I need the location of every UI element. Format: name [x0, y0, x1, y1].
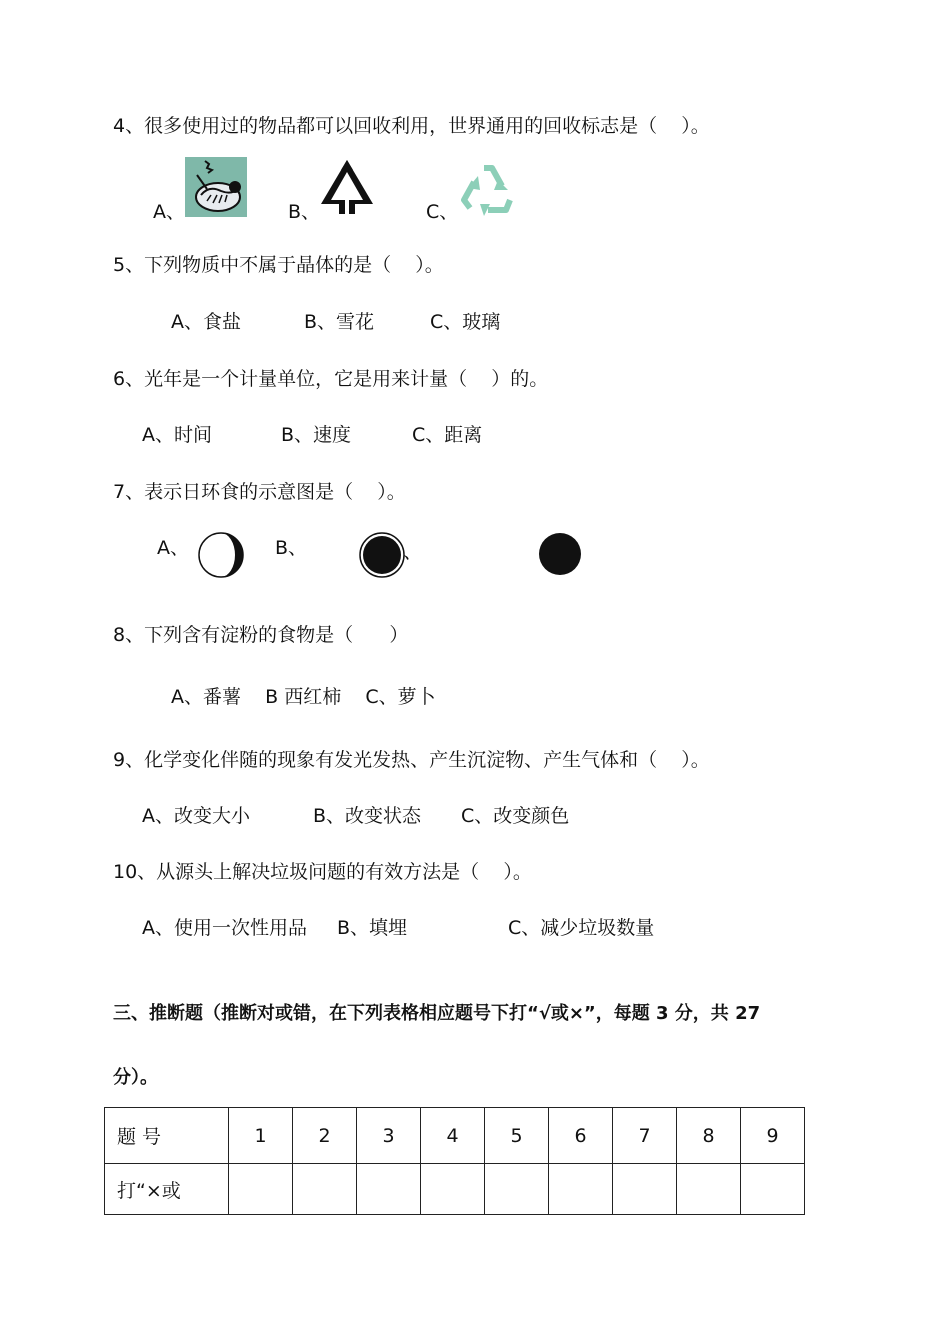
question-10-stem: 10、从源头上解决垃圾问题的有效方法是（ ）。: [113, 861, 532, 883]
question-4-option-b: B、: [288, 201, 321, 223]
table-number-6: 6: [549, 1108, 613, 1164]
question-4-option-a: A、: [153, 201, 185, 223]
question-4-option-c: C、: [426, 201, 459, 223]
table-row-answers: [105, 1164, 805, 1215]
question-10-option-a: A、使用一次性用品: [142, 917, 307, 939]
question-7-option-b: B、: [275, 537, 308, 559]
question-6-option-a: A、时间: [142, 424, 212, 446]
table-number-8: 8: [677, 1108, 741, 1164]
question-5-stem: 5、下列物质中不属于晶体的是（ ）。: [113, 254, 444, 276]
table-number-3: 3: [357, 1108, 421, 1164]
answer-cell-1[interactable]: [229, 1164, 293, 1215]
table-number-1: 1: [229, 1108, 293, 1164]
answer-cell-5[interactable]: [485, 1164, 549, 1215]
question-7-stem: 7、表示日环食的示意图是（ ）。: [113, 481, 406, 503]
question-4-stem: 4、很多使用过的物品都可以回收利用，世界通用的回收标志是（ ）。: [113, 115, 710, 137]
answer-cell-6[interactable]: [549, 1164, 613, 1215]
question-5-option-c: C、玻璃: [430, 311, 501, 333]
question-8-options: A、番薯 B 西红柿 C、萝卜: [171, 686, 436, 708]
question-5-option-a: A、食盐: [171, 311, 241, 333]
question-6-option-c: C、距离: [412, 424, 483, 446]
question-6-stem: 6、光年是一个计量单位，它是用来计量（ ）的。: [113, 368, 549, 390]
question-7-option-a: A、: [157, 537, 189, 559]
answer-cell-2[interactable]: [293, 1164, 357, 1215]
table-number-7: 7: [613, 1108, 677, 1164]
answer-cell-8[interactable]: [677, 1164, 741, 1215]
answer-cell-4[interactable]: [421, 1164, 485, 1215]
total-eclipse-icon: [538, 532, 582, 576]
question-9-option-c: C、改变颜色: [461, 805, 570, 827]
fish-skeleton-symbol-icon: [185, 157, 247, 217]
table-row1-label: 题 号: [105, 1108, 229, 1164]
answer-cell-9[interactable]: [741, 1164, 805, 1215]
question-10-option-b: B、填埋: [337, 917, 408, 939]
section-3-heading-line1: 三、推断题（推断对或错，在下列表格相应题号下打“√或×”，每题 3 分，共 27: [113, 1003, 761, 1024]
section-3-heading-line2: 分）。: [113, 1067, 158, 1088]
question-5-option-b: B、雪花: [304, 311, 375, 333]
question-6-option-b: B、速度: [281, 424, 352, 446]
annular-eclipse-icon: [358, 531, 406, 579]
question-7-option-b-tail: 、: [403, 541, 423, 563]
question-9-stem: 9、化学变化伴随的现象有发光发热、产生沉淀物、产生气体和（ ）。: [113, 749, 710, 771]
table-row2-label: 打“×或: [105, 1164, 229, 1215]
table-number-5: 5: [485, 1108, 549, 1164]
black-recycle-symbol-icon: [317, 156, 377, 218]
table-number-2: 2: [293, 1108, 357, 1164]
table-number-9: 9: [741, 1108, 805, 1164]
partial-eclipse-icon: [197, 531, 245, 579]
green-recycle-symbol-icon: [458, 160, 520, 218]
question-9-option-b: B、改变状态: [313, 805, 422, 827]
table-row-numbers: [105, 1108, 805, 1164]
table-number-4: 4: [421, 1108, 485, 1164]
question-9-option-a: A、改变大小: [142, 805, 250, 827]
answer-table: [104, 1107, 805, 1215]
question-8-stem: 8、下列含有淀粉的食物是（ ）: [113, 624, 409, 646]
answer-cell-7[interactable]: [613, 1164, 677, 1215]
answer-cell-3[interactable]: [357, 1164, 421, 1215]
question-10-option-c: C、减少垃圾数量: [508, 917, 655, 939]
